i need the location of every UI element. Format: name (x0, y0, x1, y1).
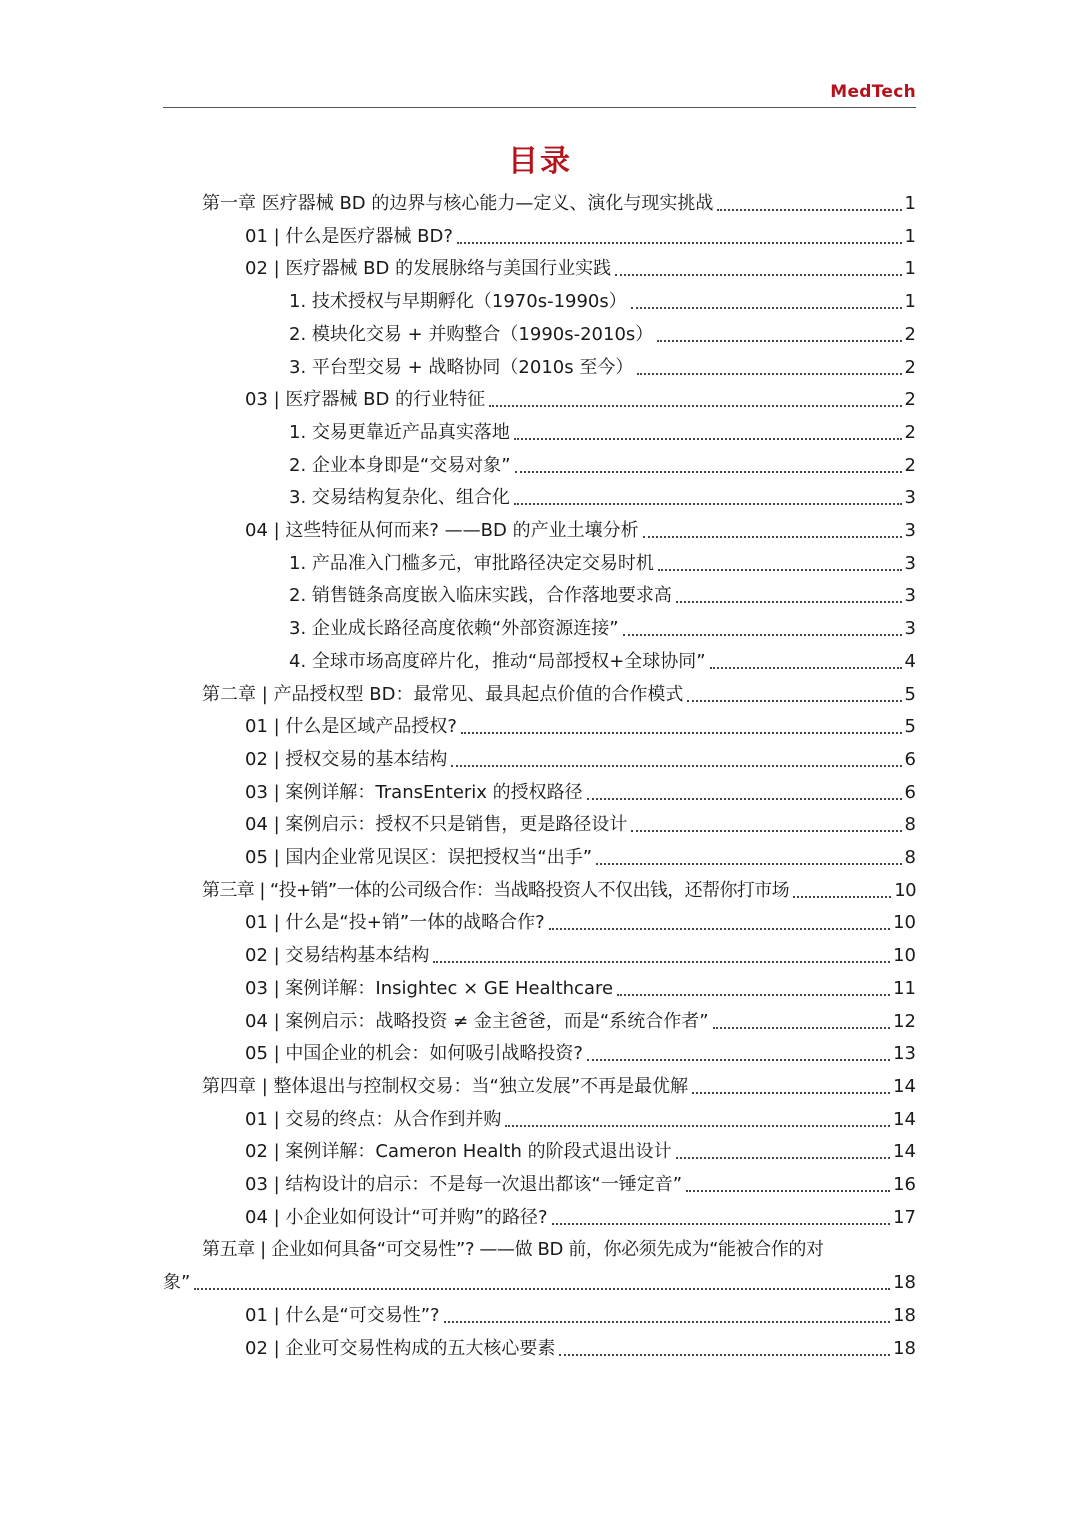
toc-entry-text: 3. 交易结构复杂化、组合化 (289, 487, 510, 509)
toc-entry-text: 03 | 结构设计的启示：不是每一次退出都该“一锤定音” (245, 1174, 683, 1195)
toc-entry-text: 02 | 交易结构基本结构 (245, 945, 430, 967)
toc-entry-text: 02 | 授权交易的基本结构 (245, 748, 448, 770)
toc-page-number: 17 (893, 1206, 916, 1228)
toc-entry-text: 第三章 | “投+销”一体的公司级合作：当战略投资人不仅出钱，还帮你打市场 (202, 879, 790, 901)
toc-section[interactable] (245, 973, 916, 1005)
brand-logo: MedTech (830, 82, 916, 102)
dot-leader (657, 340, 901, 342)
toc-entry-text: 04 | 这些特征从何而来? ——BD 的产业土壤分析 (245, 520, 639, 541)
toc-section[interactable] (245, 1006, 916, 1038)
dot-leader (559, 1354, 890, 1356)
toc-page-number: 14 (893, 1075, 916, 1097)
toc-entry-text: 02 | 企业可交易性构成的五大核心要素 (245, 1337, 556, 1359)
dot-leader (631, 307, 902, 309)
toc-page-number: 1 (904, 291, 916, 313)
toc-section[interactable] (245, 809, 916, 841)
toc-page-number: 2 (904, 389, 916, 411)
dot-leader (444, 1321, 890, 1323)
toc-page-number: 3 (904, 618, 916, 640)
toc-subsection[interactable] (289, 286, 916, 318)
toc-chapter-3[interactable] (202, 875, 916, 907)
header-divider (163, 107, 916, 108)
toc-page-number: 5 (904, 683, 916, 705)
toc-section[interactable] (245, 1038, 916, 1070)
toc-page-number: 18 (893, 1337, 916, 1359)
dot-leader (717, 209, 901, 211)
toc-subsection[interactable] (289, 450, 916, 482)
dot-leader (658, 569, 902, 571)
dot-leader (596, 863, 901, 865)
toc-page-number: 14 (893, 1141, 916, 1163)
dot-leader (623, 634, 902, 636)
toc-page-number: 16 (893, 1174, 916, 1195)
dot-leader (793, 896, 891, 898)
dot-leader (194, 1288, 890, 1290)
toc-page-number: 14 (893, 1108, 916, 1130)
toc-page-number: 2 (904, 421, 916, 443)
toc-entry-text: 4. 全球市场高度碎片化，推动“局部授权+全球协同” (289, 650, 706, 672)
toc-entry-text: 第四章 | 整体退出与控制权交易：当“独立发展”不再是最优解 (202, 1075, 689, 1097)
toc-section[interactable] (245, 744, 916, 776)
toc-subsection[interactable] (289, 417, 916, 449)
toc-page-number: 10 (893, 945, 916, 967)
dot-leader (710, 667, 902, 669)
toc-entry-text: 05 | 国内企业常见误区：误把授权当“出手” (245, 847, 593, 868)
dot-leader (713, 1027, 891, 1029)
dot-leader (451, 765, 901, 767)
dot-leader (637, 373, 901, 375)
toc-page-number: 1 (904, 225, 916, 247)
toc-section[interactable] (245, 253, 916, 285)
toc-page-number: 18 (893, 1272, 916, 1294)
dot-leader (686, 1190, 890, 1192)
toc-chapter-5-continued[interactable] (163, 1267, 916, 1299)
toc-page-number: 10 (893, 912, 916, 934)
toc-page-number: 12 (893, 1010, 916, 1032)
dot-leader (433, 961, 890, 963)
toc-section[interactable] (245, 1202, 916, 1234)
toc-subsection[interactable] (289, 548, 916, 580)
toc-page-number: 3 (904, 585, 916, 607)
toc-subsection[interactable] (289, 319, 916, 351)
dot-leader (643, 536, 902, 538)
toc-page-number: 10 (894, 879, 916, 901)
toc-entry-text: 2. 企业本身即是“交易对象” (289, 454, 511, 476)
toc-section[interactable] (245, 1333, 916, 1365)
toc-chapter-4[interactable] (202, 1071, 916, 1103)
dot-leader (692, 1092, 890, 1094)
dot-leader (617, 994, 890, 996)
toc-page-number: 13 (893, 1043, 916, 1065)
toc-entry-text: 01 | 什么是区域产品授权? (245, 716, 457, 738)
toc-entry-text: 第一章 医疗器械 BD 的边界与核心能力—定义、演化与现实挑战 (202, 193, 714, 214)
toc-entry-text: 02 | 案例详解：Cameron Health 的阶段式退出设计 (245, 1141, 672, 1163)
toc-subsection[interactable] (289, 352, 916, 384)
toc-page-number: 1 (904, 258, 916, 280)
toc-chapter-1[interactable] (202, 188, 916, 220)
toc-page-number: 18 (893, 1304, 916, 1326)
dot-leader (514, 503, 902, 505)
toc-section[interactable] (245, 711, 916, 743)
toc-section[interactable] (245, 1169, 916, 1201)
toc-subsection[interactable] (289, 646, 916, 678)
toc-entry-text: 04 | 案例启示：授权不只是销售，更是路径设计 (245, 814, 628, 836)
toc-page-number: 2 (904, 356, 916, 378)
toc-section[interactable] (245, 842, 916, 874)
toc-subsection[interactable] (289, 580, 916, 612)
toc-entry-text: 03 | 案例详解：Insightec × GE Healthcare (245, 977, 614, 999)
dot-leader (489, 405, 901, 407)
toc-section[interactable] (245, 907, 916, 939)
dot-leader (514, 438, 902, 440)
toc-chapter-5[interactable]: 第五章 | 企业如何具备“可交易性”? ——做 BD 前，你必须先成为“能被合作的对 (202, 1239, 824, 1261)
toc-subsection[interactable] (289, 613, 916, 645)
dot-leader (676, 601, 902, 603)
dot-leader (687, 700, 901, 702)
toc-entry-text: 1. 技术授权与早期孵化（1970s-1990s） (289, 291, 627, 313)
toc-entry-text: 3. 企业成长路径高度依赖“外部资源连接” (289, 618, 619, 640)
toc-entry-text: 02 | 医疗器械 BD 的发展脉络与美国行业实践 (245, 258, 612, 280)
toc-section[interactable] (245, 1136, 916, 1168)
dot-leader (457, 242, 902, 244)
toc-entry-text: 2. 模块化交易 + 并购整合（1990s-2010s） (289, 323, 654, 345)
toc-page-number: 8 (904, 847, 916, 868)
toc-page-number: 2 (904, 323, 916, 345)
toc-entry-text: 01 | 什么是“可交易性”? (245, 1304, 440, 1326)
toc-entry-text: 1. 产品准入门槛多元，审批路径决定交易时机 (289, 552, 654, 574)
toc-page-number: 6 (904, 748, 916, 770)
toc-entry-text: 04 | 案例启示：战略投资 ≠ 金主爸爸，而是“系统合作者” (245, 1010, 709, 1032)
toc-section[interactable] (245, 384, 916, 416)
toc-section[interactable] (245, 777, 916, 809)
toc-entry-text: 1. 交易更靠近产品真实落地 (289, 421, 510, 443)
toc-page-number: 1 (904, 193, 916, 214)
toc-subsection[interactable] (289, 482, 916, 514)
toc-section[interactable] (245, 1300, 916, 1332)
toc-entry-text: 03 | 案例详解：TransEnterix 的授权路径 (245, 781, 583, 803)
toc-entry-text: 01 | 交易的终点：从合作到并购 (245, 1108, 502, 1130)
toc-entry-text: 象” (163, 1272, 191, 1294)
toc-page-number: 4 (904, 650, 916, 672)
toc-section[interactable] (245, 1104, 916, 1136)
toc-page-number: 6 (904, 781, 916, 803)
toc-section[interactable] (245, 221, 916, 253)
toc-section[interactable] (245, 515, 916, 547)
toc-page-number: 2 (904, 454, 916, 476)
dot-leader (587, 798, 902, 800)
toc-entry-text: 2. 销售链条高度嵌入临床实践，合作落地要求高 (289, 585, 672, 607)
dot-leader (587, 1059, 890, 1061)
toc-page-number: 3 (904, 487, 916, 509)
toc-page-number: 3 (904, 552, 916, 574)
dot-leader (515, 471, 902, 473)
toc-page-number: 8 (904, 814, 916, 836)
toc-entry-text: 03 | 医疗器械 BD 的行业特征 (245, 389, 486, 411)
dot-leader (552, 1223, 890, 1225)
toc-entry-text: 第二章 | 产品授权型 BD：最常见、最具起点价值的合作模式 (202, 683, 684, 705)
toc-page-number: 11 (893, 977, 916, 999)
toc-page-number: 5 (904, 716, 916, 738)
dot-leader (549, 928, 890, 930)
toc-entry-text: 05 | 中国企业的机会：如何吸引战略投资? (245, 1043, 583, 1065)
toc-entry-text: 3. 平台型交易 + 战略协同（2010s 至今） (289, 356, 634, 378)
dot-leader (461, 732, 902, 734)
dot-leader (615, 274, 901, 276)
toc-entry-text: 01 | 什么是医疗器械 BD? (245, 225, 453, 247)
toc-page-number: 3 (904, 520, 916, 541)
toc-chapter-2[interactable] (202, 679, 916, 711)
dot-leader (676, 1157, 891, 1159)
toc-section[interactable] (245, 940, 916, 972)
page-title: 目录 (508, 144, 572, 179)
toc-entry-text: 04 | 小企业如何设计“可并购”的路径? (245, 1206, 548, 1228)
toc-entry-text: 01 | 什么是“投+销”一体的战略合作? (245, 912, 545, 934)
dot-leader (631, 830, 901, 832)
dot-leader (505, 1125, 890, 1127)
